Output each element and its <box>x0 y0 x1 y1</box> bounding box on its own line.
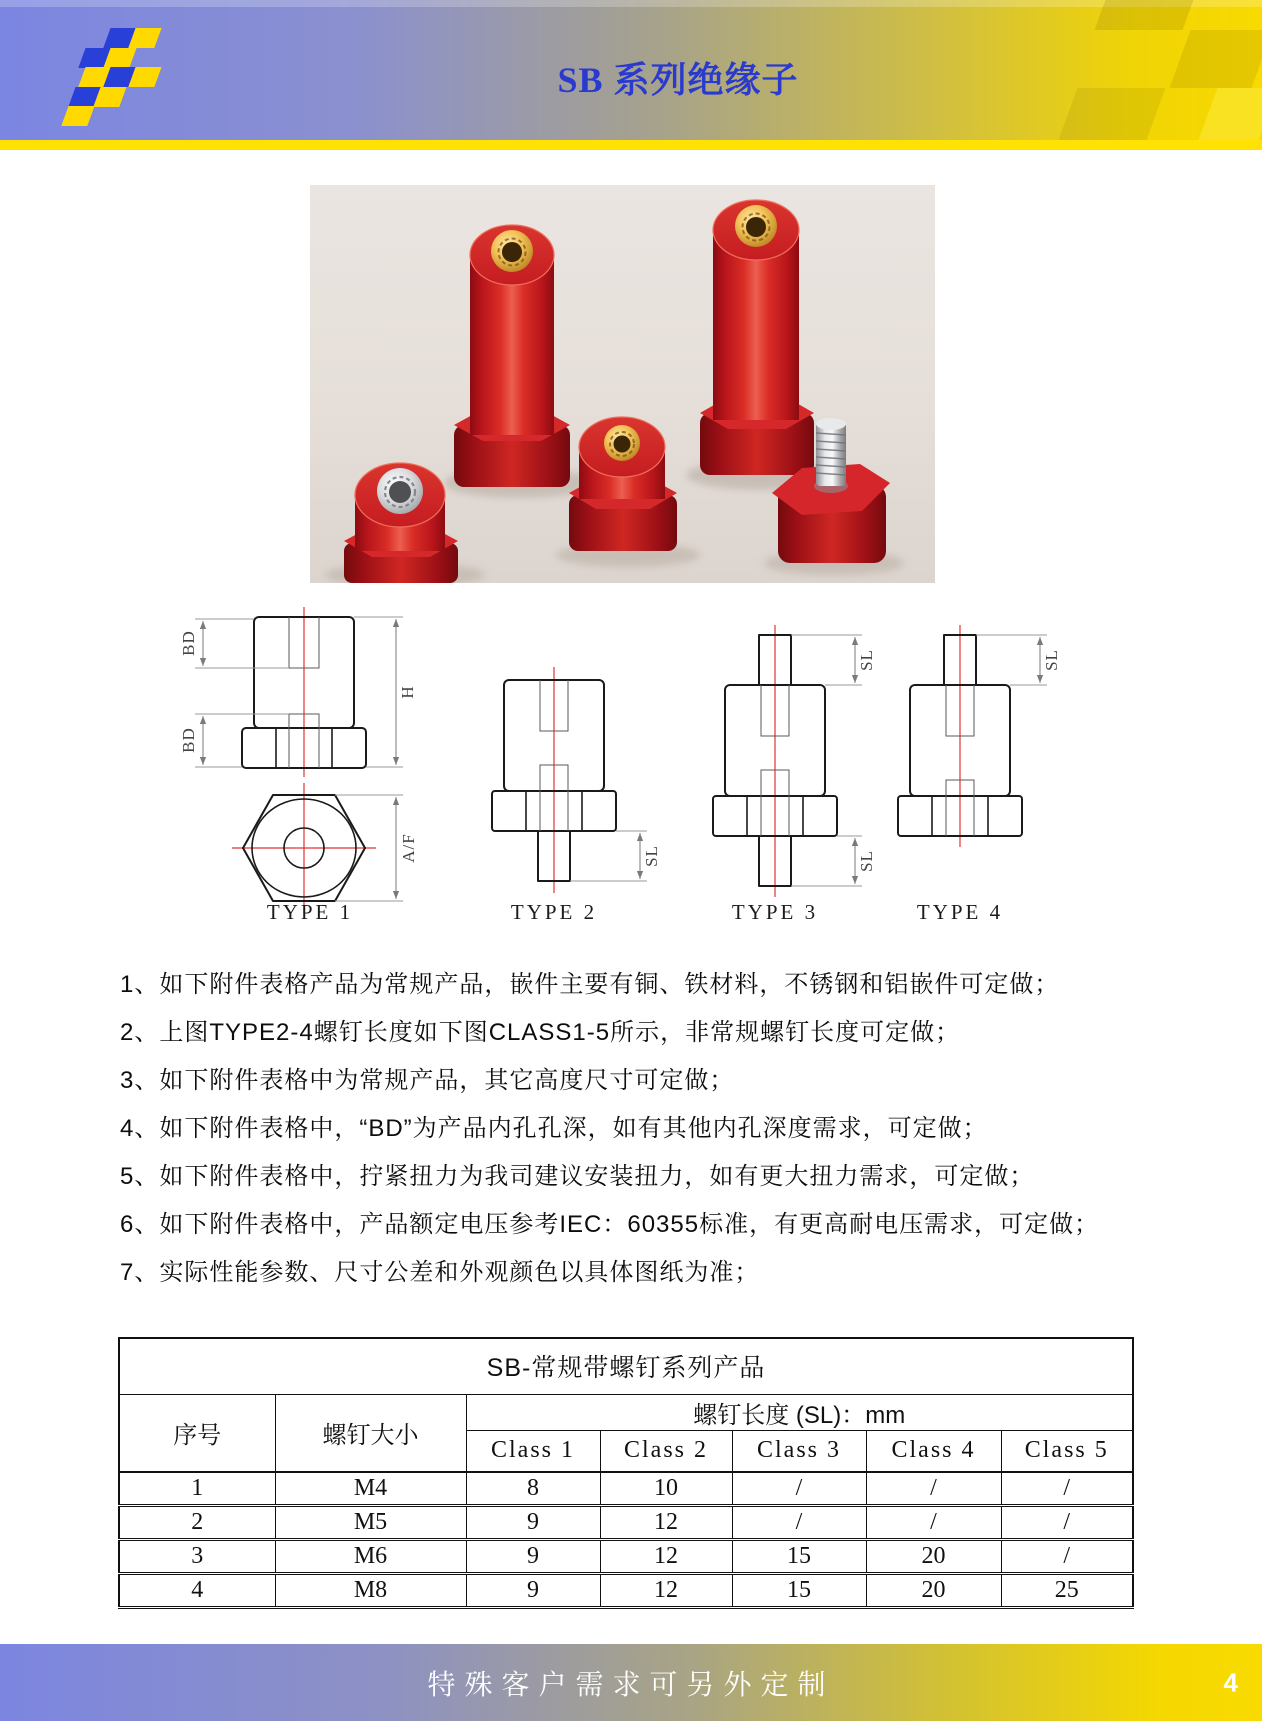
note-item: 6、如下附件表格中，产品额定电压参考IEC：60355标准，有更高耐电压需求，可定做； <box>120 1211 1100 1238</box>
page-number: 4 <box>1223 1667 1238 1697</box>
technical-drawings <box>0 545 1262 945</box>
table-cell: / <box>866 1506 1001 1540</box>
table-cell: 12 <box>600 1506 732 1540</box>
table-cell: / <box>1001 1506 1133 1540</box>
table-cell: 20 <box>866 1574 1001 1608</box>
type3-drawing <box>713 625 876 897</box>
table-cell: 25 <box>1001 1574 1133 1608</box>
table-cell: / <box>732 1472 866 1506</box>
table-row <box>119 1540 1133 1574</box>
table-cell: / <box>1001 1472 1133 1506</box>
col-header-seq: 序号 <box>119 1394 275 1472</box>
dim-label-bd-bottom: BD <box>178 727 198 753</box>
table-cell: M8 <box>275 1574 466 1608</box>
table-cell: 12 <box>600 1574 732 1608</box>
class-header-2: Class 2 <box>600 1430 732 1472</box>
class-header-5: Class 5 <box>1001 1430 1133 1472</box>
class-header-1: Class 1 <box>466 1430 600 1472</box>
header-stripe <box>0 140 1262 150</box>
class-header-4: Class 4 <box>866 1430 1001 1472</box>
table-cell: / <box>866 1472 1001 1506</box>
dim-label-sl: SL <box>856 850 876 872</box>
note-item: 1、如下附件表格产品为常规产品，嵌件主要有铜、铁材料，不锈钢和铝嵌件可定做； <box>120 971 1060 998</box>
header-decoration <box>1095 0 1194 30</box>
dim-label-h: H <box>397 685 417 699</box>
page-title: SB 系列绝缘子 <box>557 60 799 100</box>
note-item: 5、如下附件表格中，拧紧扭力为我司建议安装扭力，如有更大扭力需求，可定做； <box>120 1163 1035 1190</box>
table-cell: 8 <box>466 1472 600 1506</box>
table-cell: 9 <box>466 1574 600 1608</box>
page-footer <box>0 1644 1262 1721</box>
note-item: 2、上图TYPE2-4螺钉长度如下图CLASS1-5所示，非常规螺钉长度可定做； <box>120 1019 961 1046</box>
header-top-highlight <box>0 0 1262 7</box>
table-row <box>119 1574 1133 1608</box>
logo-cell <box>61 106 94 126</box>
type4-drawing <box>898 625 1061 847</box>
table-cell: 9 <box>466 1506 600 1540</box>
type1-top-view <box>232 783 418 913</box>
header-decoration <box>1169 30 1262 88</box>
col-header-screw-length: 螺钉长度 (SL)：mm <box>466 1394 1133 1430</box>
table-cell: 1 <box>119 1472 275 1506</box>
table-row <box>119 1472 1133 1506</box>
logo-cell <box>128 67 161 87</box>
type-label-1: TYPE 1 <box>266 900 354 924</box>
dim-label-sl: SL <box>856 649 876 671</box>
table-title: SB-常规带螺钉系列产品 <box>119 1338 1133 1394</box>
table-row <box>119 1506 1133 1540</box>
table-cell: / <box>1001 1540 1133 1574</box>
type2-drawing <box>492 667 661 893</box>
table-cell: M5 <box>275 1506 466 1540</box>
type-label-2: TYPE 2 <box>510 900 598 924</box>
type-label-4: TYPE 4 <box>916 900 1004 924</box>
table-cell: 9 <box>466 1540 600 1574</box>
table-cell: 12 <box>600 1540 732 1574</box>
table-cell: 2 <box>119 1506 275 1540</box>
table-cell: 4 <box>119 1574 275 1608</box>
table-cell: 3 <box>119 1540 275 1574</box>
logo-cell <box>93 87 126 107</box>
logo-cell <box>128 28 161 48</box>
footer-note: 特殊客户需求可另外定制 <box>427 1668 835 1700</box>
table-cell: 15 <box>732 1540 866 1574</box>
table-cell: 10 <box>600 1472 732 1506</box>
col-header-size: 螺钉大小 <box>275 1394 466 1472</box>
table-cell: M6 <box>275 1540 466 1574</box>
table-cell: / <box>732 1506 866 1540</box>
dim-label-sl: SL <box>1041 649 1061 671</box>
table-cell: 15 <box>732 1574 866 1608</box>
table-cell: 20 <box>866 1540 1001 1574</box>
product-photo <box>310 185 935 583</box>
note-item: 7、实际性能参数、尺寸公差和外观颜色以具体图纸为准； <box>120 1259 760 1286</box>
header-decoration <box>1059 88 1166 140</box>
type-label-3: TYPE 3 <box>731 900 819 924</box>
dim-label-af: A/F <box>398 833 418 863</box>
header-decoration <box>1199 88 1262 140</box>
notes-list <box>120 961 1210 1297</box>
table-cell: M4 <box>275 1472 466 1506</box>
class-header-3: Class 3 <box>732 1430 866 1472</box>
logo-cell <box>103 48 136 68</box>
dim-label-bd-top: BD <box>178 630 198 656</box>
page-header <box>0 0 1262 150</box>
dim-label-sl: SL <box>641 845 661 867</box>
note-item: 3、如下附件表格中为常规产品，其它高度尺寸可定做； <box>120 1067 735 1094</box>
note-item: 4、如下附件表格中，“BD”为产品内孔孔深，如有其他内孔深度需求，可定做； <box>120 1115 988 1142</box>
type1-front-view <box>179 607 417 777</box>
screw-length-table <box>118 1337 1134 1609</box>
